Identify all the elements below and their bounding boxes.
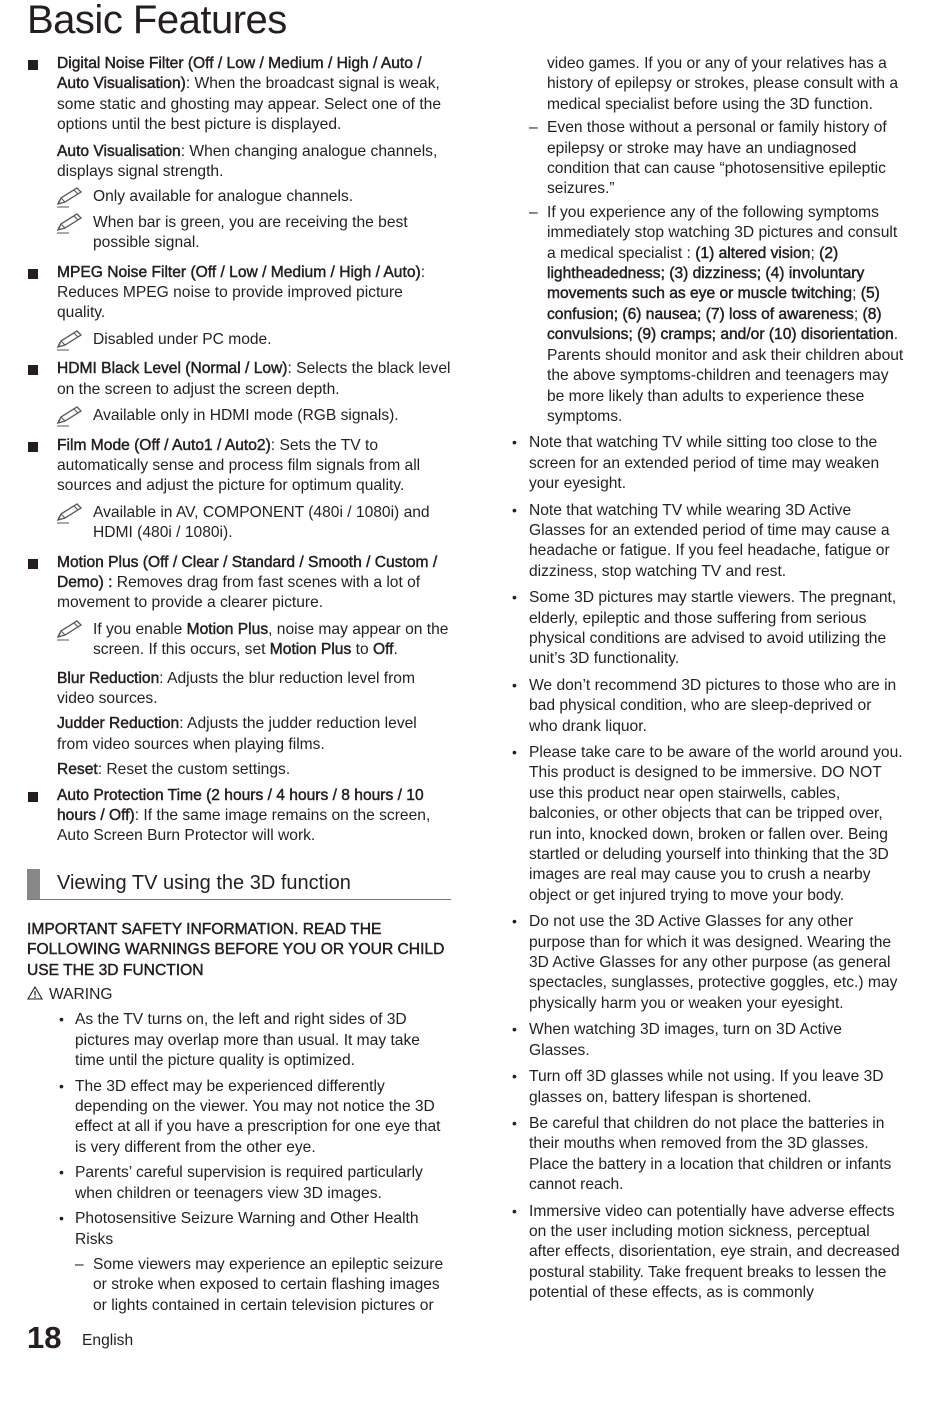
section-title: Viewing TV using the 3D function bbox=[57, 871, 351, 894]
judder-reduction-item: Judder Reduction: Adjusts the judder reduction level from video sources when playing films. bbox=[57, 715, 417, 753]
list-item: • When watching 3D images, turn on 3D Active Glasses. bbox=[509, 1020, 904, 1061]
pencil-icon bbox=[55, 405, 85, 427]
safety-heading: IMPORTANT SAFETY INFORMATION. READ THE FOLLOWING WARNINGS BEFORE YOU OR YOUR CHILD USE THE 3D FUNCTION bbox=[27, 920, 445, 979]
mpeg-noise-filter-item: MPEG Noise Filter (Off / Low / Medium / High / Auto): Reduces MPEG noise to provide improved picture quality. bbox=[27, 263, 451, 324]
note-item: Available only in HDMI mode (RGB signals). bbox=[27, 406, 451, 426]
note-item: When bar is green, you are receiving the best possible signal. bbox=[27, 213, 451, 254]
list-item: • Note that watching TV while sitting too close to the screen for an extended period of time may weaken your eyesight. bbox=[509, 433, 904, 494]
footer-language: English bbox=[82, 1332, 134, 1349]
list-item: • Turn off 3D glasses while not using. If you leave 3D glasses on, battery lifespan is shortened. bbox=[509, 1067, 904, 1108]
pencil-icon bbox=[55, 502, 85, 524]
note-item: Only available for analogue channels. bbox=[27, 187, 451, 207]
list-item: • Be careful that children do not place the batteries in their mouths when removed from the 3D glasses. Place the battery in a location that children or infants cannot reach. bbox=[509, 1114, 904, 1196]
auto-visualisation-item: Auto Visualisation: When changing analogue channels, displays signal strength. bbox=[57, 142, 438, 181]
warning-label: WARING bbox=[27, 985, 451, 1005]
list-item: • As the TV turns on, the left and right sides of 3D pictures may overlap more than usual. It may take time until the picture quality is optimized. bbox=[27, 1010, 451, 1071]
list-item: • Immersive video can potentially have adverse effects on the user including motion sickness, perceptual after effects, disorientation, eye strain, and decreased postural stability. Take frequent breaks to lessen the potential of these effects, as is commonly bbox=[509, 1202, 904, 1304]
section-heading bbox=[27, 869, 451, 900]
hdmi-black-level-item: HDMI Black Level (Normal / Low): Selects the black level on the screen to adjust the screen depth. bbox=[27, 359, 451, 400]
note-item: Disabled under PC mode. bbox=[27, 330, 451, 350]
page-number: 18 bbox=[27, 1320, 62, 1355]
pencil-icon bbox=[55, 619, 85, 641]
motion-plus-item: Motion Plus (Off / Clear / Standard / Smooth / Custom / Demo) : Removes drag from fast scenes with a lot of movement to provide a clearer picture. bbox=[27, 553, 451, 614]
list-item: • Note that watching TV while wearing 3D Active Glasses for an extended period of time may cause a headache or fatigue. If you feel headache, fatigue or dizziness, stop watching TV and rest. bbox=[509, 501, 904, 583]
note-item: If you enable Motion Plus, noise may appear on the screen. If this occurs, set Motion Plus to Off. bbox=[27, 620, 451, 661]
list-item: • Some 3D pictures may startle viewers. The pregnant, elderly, epileptic and those suffering from serious physical conditions are advised to avoid utilizing the unit’s 3D functionality. bbox=[509, 588, 904, 670]
dash-item: – Some viewers may experience an epileptic seizure or stroke when exposed to certain flashing images or lights contained in certain television pictures or bbox=[27, 1255, 451, 1316]
list-item: • The 3D effect may be experienced differently depending on the viewer. You may not notice the 3D effect at all if you have a prescription for one eye that is very different from the other eye. bbox=[27, 1077, 451, 1159]
note-item: Available in AV, COMPONENT (480i / 1080i) and HDMI (480i / 1080i). bbox=[27, 503, 451, 544]
dash-item: – If you experience any of the following symptoms immediately stop watching 3D pictures and consult a medical specialist : (1) altered vision; (2) lightheadedness; (3) dizziness; (4) involuntary movements such as eye or muscle twitching; (5) confusion; (6) nausea; (7) loss of awareness; (8) convulsions; (9) cramps; and/or (10) disorientation. Parents should monitor and ask their children about the above symptoms-children and teenagers may be more likely than adults to experience these symptoms. bbox=[509, 203, 904, 427]
digital-noise-filter-item: Digital Noise Filter (Off / Low / Medium / High / Auto / Auto Visualisation): When the broadcast signal is weak, some static and ghosting may appear. Select one of the options until the best picture is displayed. bbox=[27, 54, 451, 136]
left-column bbox=[27, 54, 451, 1319]
reset-item: Reset: Reset the custom settings. bbox=[57, 761, 291, 779]
warning-icon bbox=[27, 986, 43, 1000]
film-mode-item: Film Mode (Off / Auto1 / Auto2): Sets the TV to automatically sense and process film signals from all sources and adjust the picture for optimum quality. bbox=[27, 436, 451, 497]
right-column bbox=[509, 54, 904, 1310]
page-title: Basic Features bbox=[27, 0, 287, 42]
auto-protection-time-item: Auto Protection Time (2 hours / 4 hours / 8 hours / 10 hours / Off): If the same image remains on the screen, Auto Screen Burn Protector will work. bbox=[27, 786, 451, 847]
pencil-icon bbox=[55, 212, 85, 234]
pencil-icon bbox=[55, 186, 85, 208]
blur-reduction-item: Blur Reduction: Adjusts the blur reduction level from video sources. bbox=[57, 669, 415, 707]
list-item: • Photosensitive Seizure Warning and Other Health Risks bbox=[27, 1209, 451, 1250]
list-item: • Do not use the 3D Active Glasses for any other purpose than for which it was designed. Wearing the 3D Active Glasses for any other purpose (as general spectacles, sunglasses, protective goggles, etc.) may physically harm you or weaken your eyesight. bbox=[509, 912, 904, 1014]
list-item: • Parents’ careful supervision is required particularly when children or teenagers view 3D images. bbox=[27, 1163, 451, 1204]
continued-text: video games. If you or any of your relatives has a history of epilepsy or strokes, please consult with a medical specialist before using the 3D function. bbox=[547, 55, 899, 113]
dash-item: – Even those without a personal or family history of epilepsy or stroke may have an undiagnosed condition that can cause “photosensitive epileptic seizures.” bbox=[509, 118, 904, 200]
list-item: • Please take care to be aware of the world around you. This product is designed to be immersive. DO NOT use this product near open stairwells, cables, balconies, or other objects that can be tripped over, run into, knocked down, broken or fallen over. Being startled or deluding yourself into thinking that the 3D images are real may cause you to crush a nearby object or get injured trying to move your body. bbox=[509, 743, 904, 906]
pencil-icon bbox=[55, 329, 85, 351]
section-bar bbox=[27, 869, 40, 899]
list-item: • We don’t recommend 3D pictures to those who are in bad physical condition, who are sleep-deprived or who drank liquor. bbox=[509, 676, 904, 737]
